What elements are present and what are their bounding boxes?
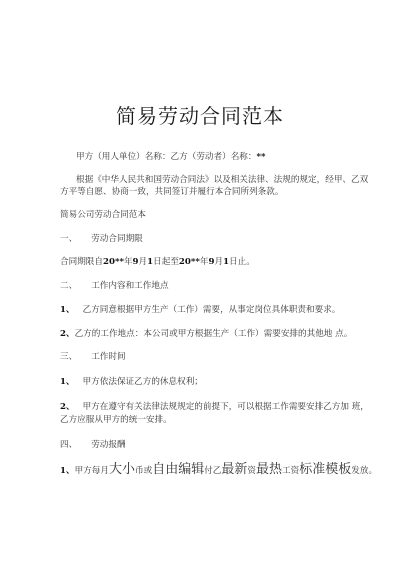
clause-text: 资 xyxy=(247,466,257,476)
clause-text: 付乙 xyxy=(204,466,222,476)
clause-number: 1、 xyxy=(60,377,75,387)
clause-text: 自由编辑 xyxy=(152,462,205,477)
section-number: 三、 xyxy=(60,352,78,362)
clause-number: 2、 xyxy=(60,402,75,412)
preamble-line-2: 方平等自愿、协商一致，共同签订并履行本合同所列条款。 xyxy=(60,187,284,197)
clause-text: 币或 xyxy=(134,466,153,476)
preamble-line-1: 根据《中华人民共和国劳动合同法》以及相关法律、法规的规定，经甲、乙双 xyxy=(76,175,369,185)
clause-text: 工资 xyxy=(282,466,300,476)
document-title: 简易劳动合同范本 xyxy=(116,104,284,128)
clause-text: 甲方依法保证乙方的休息权利； xyxy=(82,377,203,387)
clause-text: 发放。 xyxy=(351,466,378,476)
term-start-month: 9 xyxy=(132,257,139,267)
term-text: 月 xyxy=(138,257,148,267)
section-heading xyxy=(60,352,360,363)
clause-text: 甲方每月 xyxy=(74,466,109,476)
term-start-day: 1 xyxy=(147,257,154,267)
section-title: 工作时间 xyxy=(91,352,126,362)
clause-text: 最热 xyxy=(256,462,283,477)
term-end-month: 9 xyxy=(208,257,215,267)
term-text: 日起至 xyxy=(153,257,179,267)
section-number: 一、 xyxy=(60,234,78,244)
clause-item xyxy=(60,462,378,479)
term-end-year: 20** xyxy=(178,257,200,267)
section-title: 劳动报酬 xyxy=(91,440,126,450)
clause-text: 乙方的工作地点：本公司或甲方根据生产（工作）需要安排的其他地 点。 xyxy=(74,329,353,339)
clause-continuation: 乙方应服从甲方的统一安排。 xyxy=(60,415,172,425)
clause-item xyxy=(60,329,360,340)
clause-text: 最新 xyxy=(221,462,248,477)
term-text: 年 xyxy=(199,257,209,267)
clause-text: 标准模板 xyxy=(299,462,352,477)
clause-item xyxy=(60,305,360,316)
section-heading xyxy=(60,281,360,292)
party-a-label: 甲方（用人单位）名称： xyxy=(76,152,171,162)
section-heading xyxy=(60,440,360,451)
term-prefix: 合同期限自 xyxy=(60,257,103,267)
section-title: 劳动合同期限 xyxy=(91,234,143,244)
clause-text: 乙方同意根据甲方生产（工作）需要，从事定岗位具体职责和要求。 xyxy=(82,305,341,315)
parties-line xyxy=(76,152,376,163)
term-end-day: 1 xyxy=(223,257,230,267)
term-suffix: 日止。 xyxy=(229,257,255,267)
party-b-value: ** xyxy=(256,152,266,162)
clause-number: 2、 xyxy=(60,329,75,339)
clause-text: 甲方在遵守有关法律法规规定的前提下，可以根据工作需要安排乙方加 班， xyxy=(82,402,369,412)
clause-text: 大小 xyxy=(108,462,135,477)
term-start-year: 20** xyxy=(102,257,124,267)
term-text: 年 xyxy=(123,257,133,267)
subtitle: 简易公司劳动合同范本 xyxy=(60,210,146,220)
clause-item xyxy=(60,377,360,388)
clause-item xyxy=(60,402,369,413)
term-text: 月 xyxy=(214,257,224,267)
party-b-label: 乙方（劳动者）名称： xyxy=(170,152,257,162)
section-title: 工作内容和工作地点 xyxy=(91,281,169,291)
clause-number: 1、 xyxy=(60,305,75,315)
term-line xyxy=(60,257,360,268)
section-number: 二、 xyxy=(60,281,78,291)
clause-number: 1、 xyxy=(60,466,75,476)
section-number: 四、 xyxy=(60,440,78,450)
section-heading xyxy=(60,234,360,245)
